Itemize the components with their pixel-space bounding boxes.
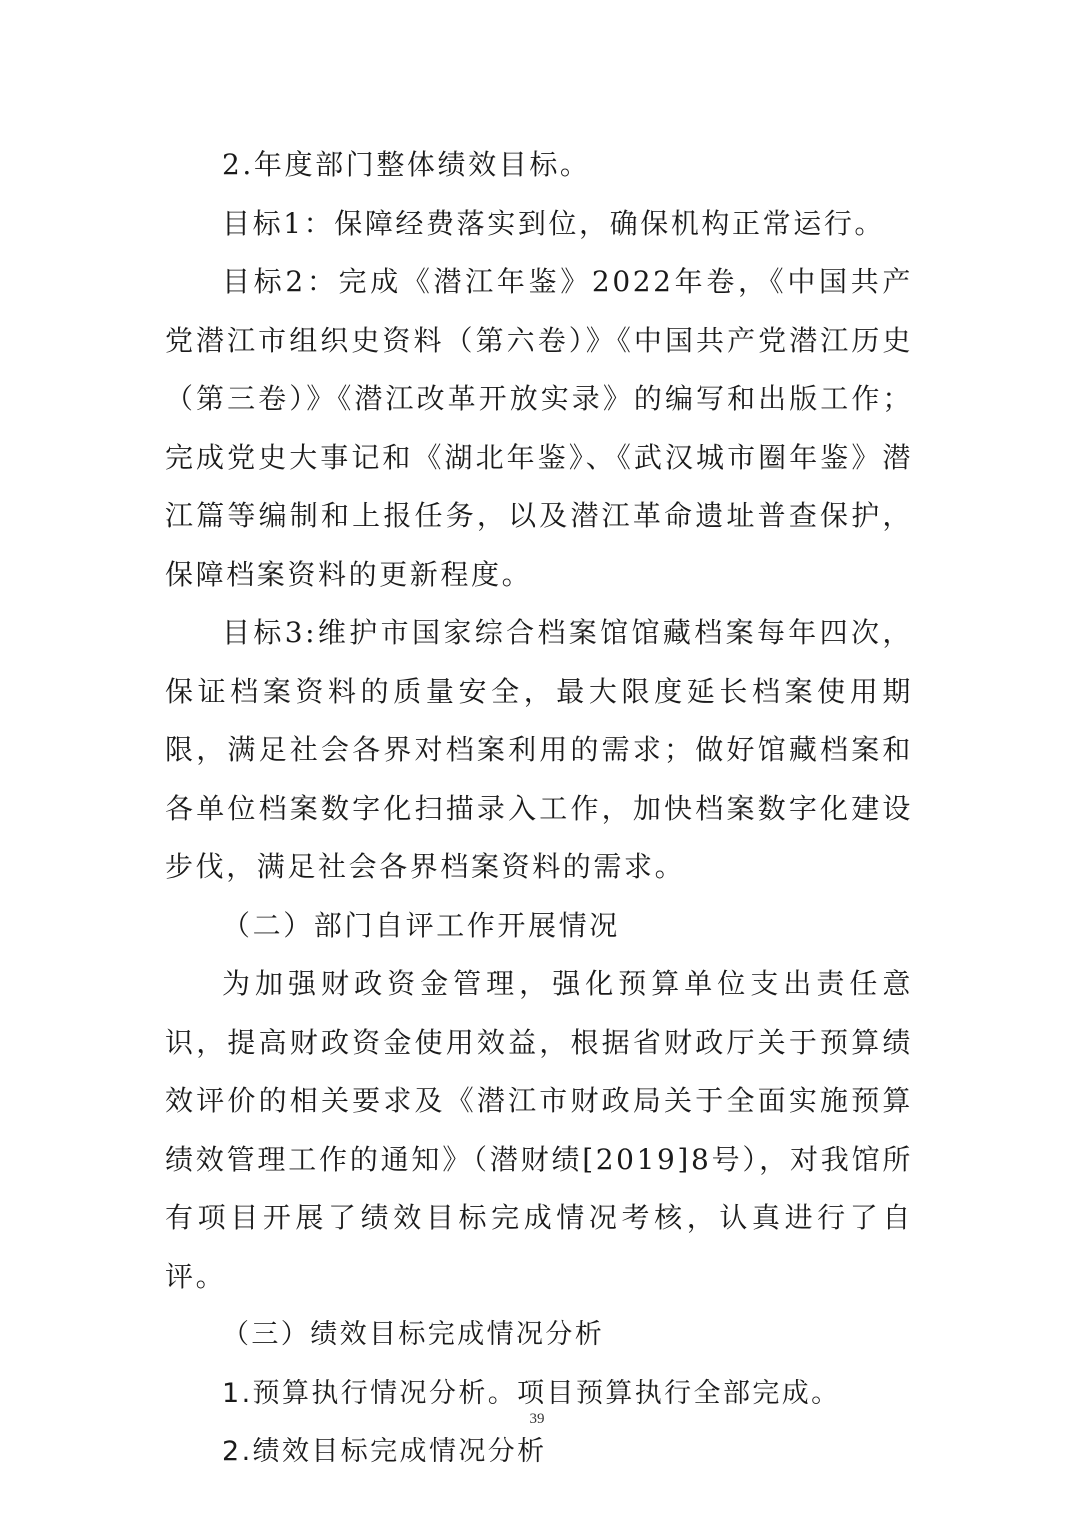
paragraph-budget-analysis: 1.预算执行情况分析。项目预算执行全部完成。: [222, 1377, 841, 1409]
paragraph-goal-2: 目标2：完成《潜江年鉴》2022年卷，《中国共产党潜江市组织史资料（第六卷）》《中国共产党潜江历史（第三卷）》《潜江改革开放实录》的编写和出版工作；完成党史大事记和《湖北年鉴》、《武汉城市圈年鉴》潜江篇等编制和上报任务，以及潜江革命遗址普查保护，保障档案资料的更新程度。: [165, 265, 913, 591]
paragraph-annual-goals: 2.年度部门整体绩效目标。: [222, 148, 591, 181]
paragraph-self-evaluation: 为加强财政资金管理，强化预算单位支出责任意识，提高财政资金使用效益，根据省财政厅关于预算绩效评价的相关要求及《潜江市财政局关于全面实施预算绩效管理工作的通知》（潜财绩[2019]8号），对我馆所有项目开展了绩效目标完成情况考核，认真进行了自评。: [165, 967, 913, 1293]
paragraph-goal-completion-analysis: 2.绩效目标完成情况分析: [222, 1436, 547, 1467]
section-heading-self-evaluation: （二）部门自评工作开展情况: [222, 908, 620, 942]
section-heading-goal-analysis: （三）绩效目标完成情况分析: [222, 1319, 605, 1350]
body-text: [165, 136, 913, 1482]
paragraph-goal-1: 目标1：保障经费落实到位，确保机构正常运行。: [222, 206, 886, 240]
page-number: 39: [529, 1411, 545, 1427]
paragraph-goal-3: 目标3:维护市国家综合档案馆馆藏档案每年四次，保证档案资料的质量安全，最大限度延长档案使用期限，满足社会各界对档案利用的需求；做好馆藏档案和各单位档案数字化扫描录入工作，加快档案数字化建设步伐，满足社会各界档案资料的需求。: [165, 616, 913, 883]
